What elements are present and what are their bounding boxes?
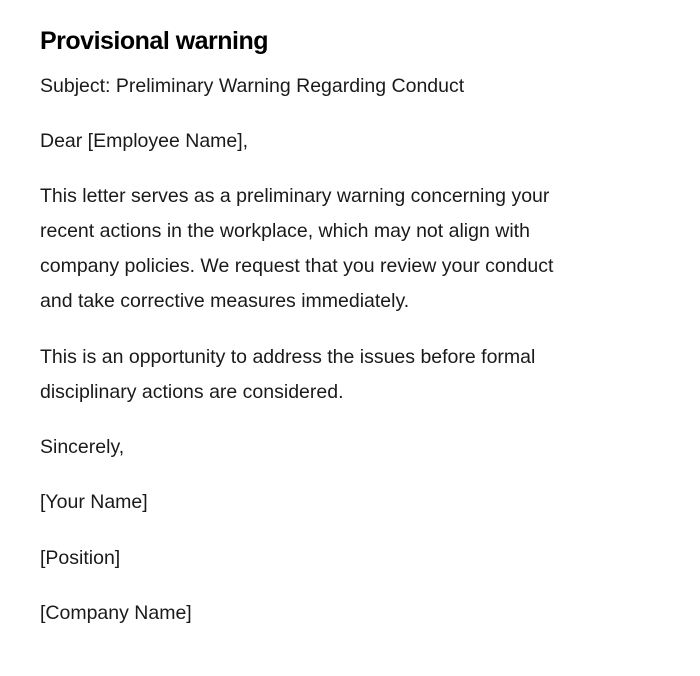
sender-name: [Your Name] [40,491,148,513]
paragraph-1-line: recent actions in the workplace, which may not align with [40,220,530,242]
paragraph-2-line: disciplinary actions are considered. [40,381,344,403]
document-title: Provisional warning [40,27,269,55]
salutation: Dear [Employee Name], [40,130,249,152]
paragraph-1-line: This letter serves as a preliminary warning concerning your [40,185,550,207]
closing: Sincerely, [40,436,125,458]
paragraph-1-line: company policies. We request that you review your conduct [40,255,554,277]
sender-position: [Position] [40,547,121,569]
subject-line: Subject: Preliminary Warning Regarding Conduct [40,75,465,97]
body-paragraph-2 [40,340,660,410]
body-paragraph-1 [40,179,660,319]
paragraph-1-line: and take corrective measures immediately. [40,290,410,312]
sender-company: [Company Name] [40,602,192,624]
paragraph-2-line: This is an opportunity to address the issues before formal [40,346,536,368]
